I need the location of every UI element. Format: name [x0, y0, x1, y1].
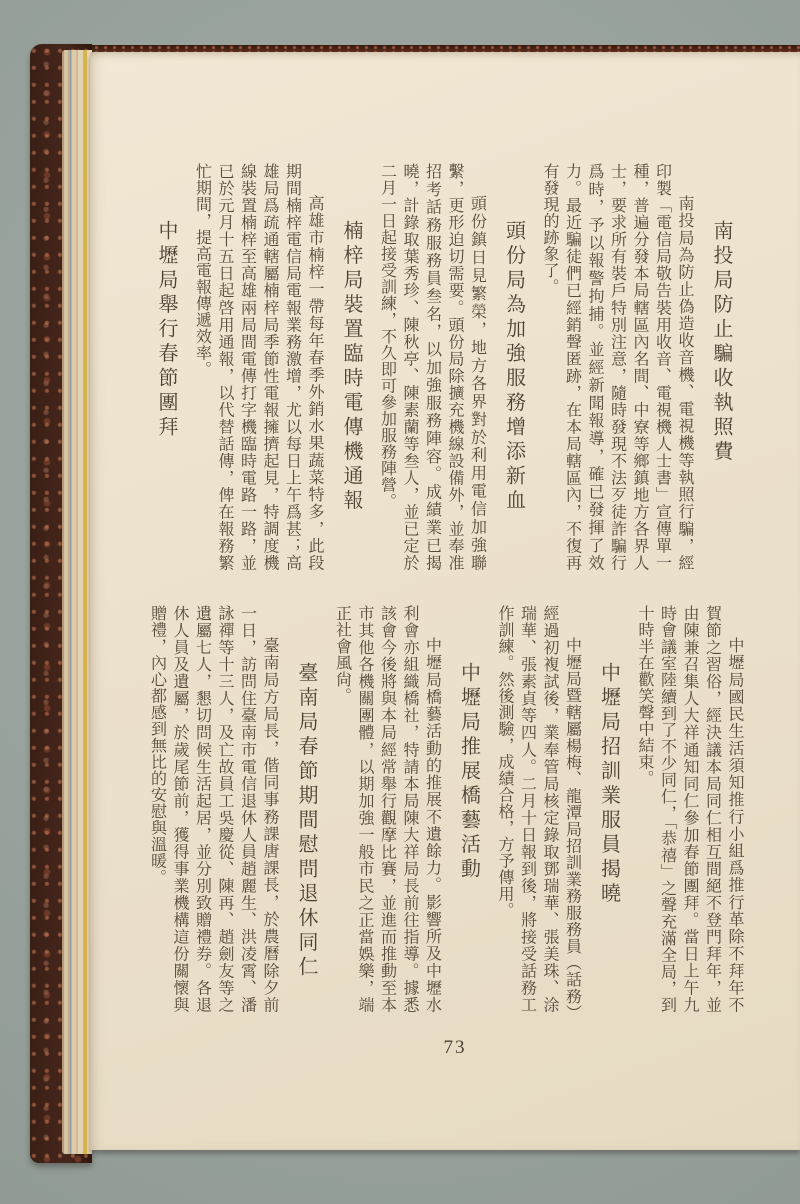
article-paragraph: 中壢局國民生活須知推行小組爲推行革除不拜年不賀節之習俗，經決議本局同仁相互間絕不登門拜年，並由陳兼召集人大祥通知同仁參加春節團拜。當日上午九時會議室陸續到了不少同仁，「恭禧」之聲充滿全局，到十時半在歡笑聲中結束。	[636, 605, 743, 1013]
article-zhongli-bridge	[330, 605, 482, 1013]
book-page	[90, 52, 800, 1150]
article-nanzi-teletype	[190, 163, 364, 571]
article-paragraph: 中壢局暨轄屬楊梅、龍潭局招訓業務服務員（話務）經過初複試後，業奉管局核定錄取鄧瑞華、張美珠、涂瑞華、張素貞等四人。二月十日報到後，將接受話務工作訓練。然後測驗，成績合格，方予傳用。	[496, 605, 581, 1013]
article-title: 楠梓局裝置臨時電傳機通報	[340, 220, 362, 514]
article-paragraph: 高雄市楠梓一帶每年春季外銷水果蔬菜特多，此段期間楠梓電信局電報業務激增，尤以每日上午爲甚；高雄局爲疏通轄屬楠梓局季節性電報擁擠起見，特調度機線裝置楠梓至高雄兩局間電傳打字機臨時電路一路，並已於元月十五日起啓用通報，以代替話傳，俾在報務繁忙期間，提高電報傳遞效率。	[193, 163, 323, 571]
article-paragraph: 臺南局方局長，偕同事務課唐課長，於農曆除夕前一日，訪問住臺南市電信退休人員趙麗生、洪凌霄、潘詠禪等十三人，及亡故員工吳慶從、陳再、趙劍友等之遺屬七人，懇切問候生活起居，並分別致贈禮券。各退休人員及遺屬，於歲尾節前，獲得事業機構這份關懷與贈禮，內心都感到無比的安慰與溫暖。	[148, 605, 278, 1013]
text-block-bottom	[145, 605, 745, 1013]
article-title: 臺南局春節期間慰問退休同仁	[295, 662, 317, 981]
article-paragraph: 頭份鎮日見繁榮，地方各界對於利用電信加強聯繫，更形迫切需要。頭份局除擴充機線設備外，並奉准招考話務服務員叁名，以加強服務陣容。成績業已揭曉，計錄取葉秀珍、陳秋亭、陳素蘭等叁人，並已定於二月一日起接受訓練，不久即可參加服務陣營。	[378, 163, 486, 571]
article-title: 中壢局推展橋藝活動	[457, 662, 480, 883]
article-title: 中壢局招訓業服員揭曉	[597, 662, 620, 907]
page-edges-stack	[62, 50, 92, 1154]
article-zhongli-new-year-title	[153, 163, 179, 571]
text-block-top	[140, 163, 745, 571]
article-paragraph: 中壢局橋藝活動的推展不遺餘力。影響所及中壢水利會亦組織橋社，特請本局陳大祥局長前往指導。據悉該會今後將與本局經常舉行觀摩比賽，並進而推動至本市其他各機關團體，以期加強一般市民之正當娛樂，端正社會風尙。	[333, 605, 441, 1013]
article-toufen-new-staff	[375, 163, 527, 571]
article-zhongli-recruits	[493, 605, 622, 1013]
article-title: 中壢局舉行春節團拜	[155, 220, 177, 441]
article-paragraph: 南投局為防止偽造收音機、電視機等執照行騙，經印製「電信局敬告裝用收音、電視機人士書」宣傳單一種，普遍分發本局轄區內名間、中寮等鄉鎮地方各界人士，要求所有裝戶特別注意，隨時發現不法歹徒詐騙行爲時，予以報警拘捕。並經新聞報導，確已發揮了效力。最近騙徒們已經銷聲匿跡，在本局轄區內，不復再有發現的跡象了。	[541, 163, 693, 571]
article-title: 頭份局為加強服務增添新血	[502, 220, 525, 514]
article-title: 南投局防止騙收執照費	[710, 220, 732, 465]
article-zhongli-new-year-body	[633, 605, 746, 1013]
article-tainan-retirees	[145, 605, 319, 1013]
page-number: 73	[443, 1037, 467, 1058]
article-nantou-license-fee	[538, 163, 735, 571]
